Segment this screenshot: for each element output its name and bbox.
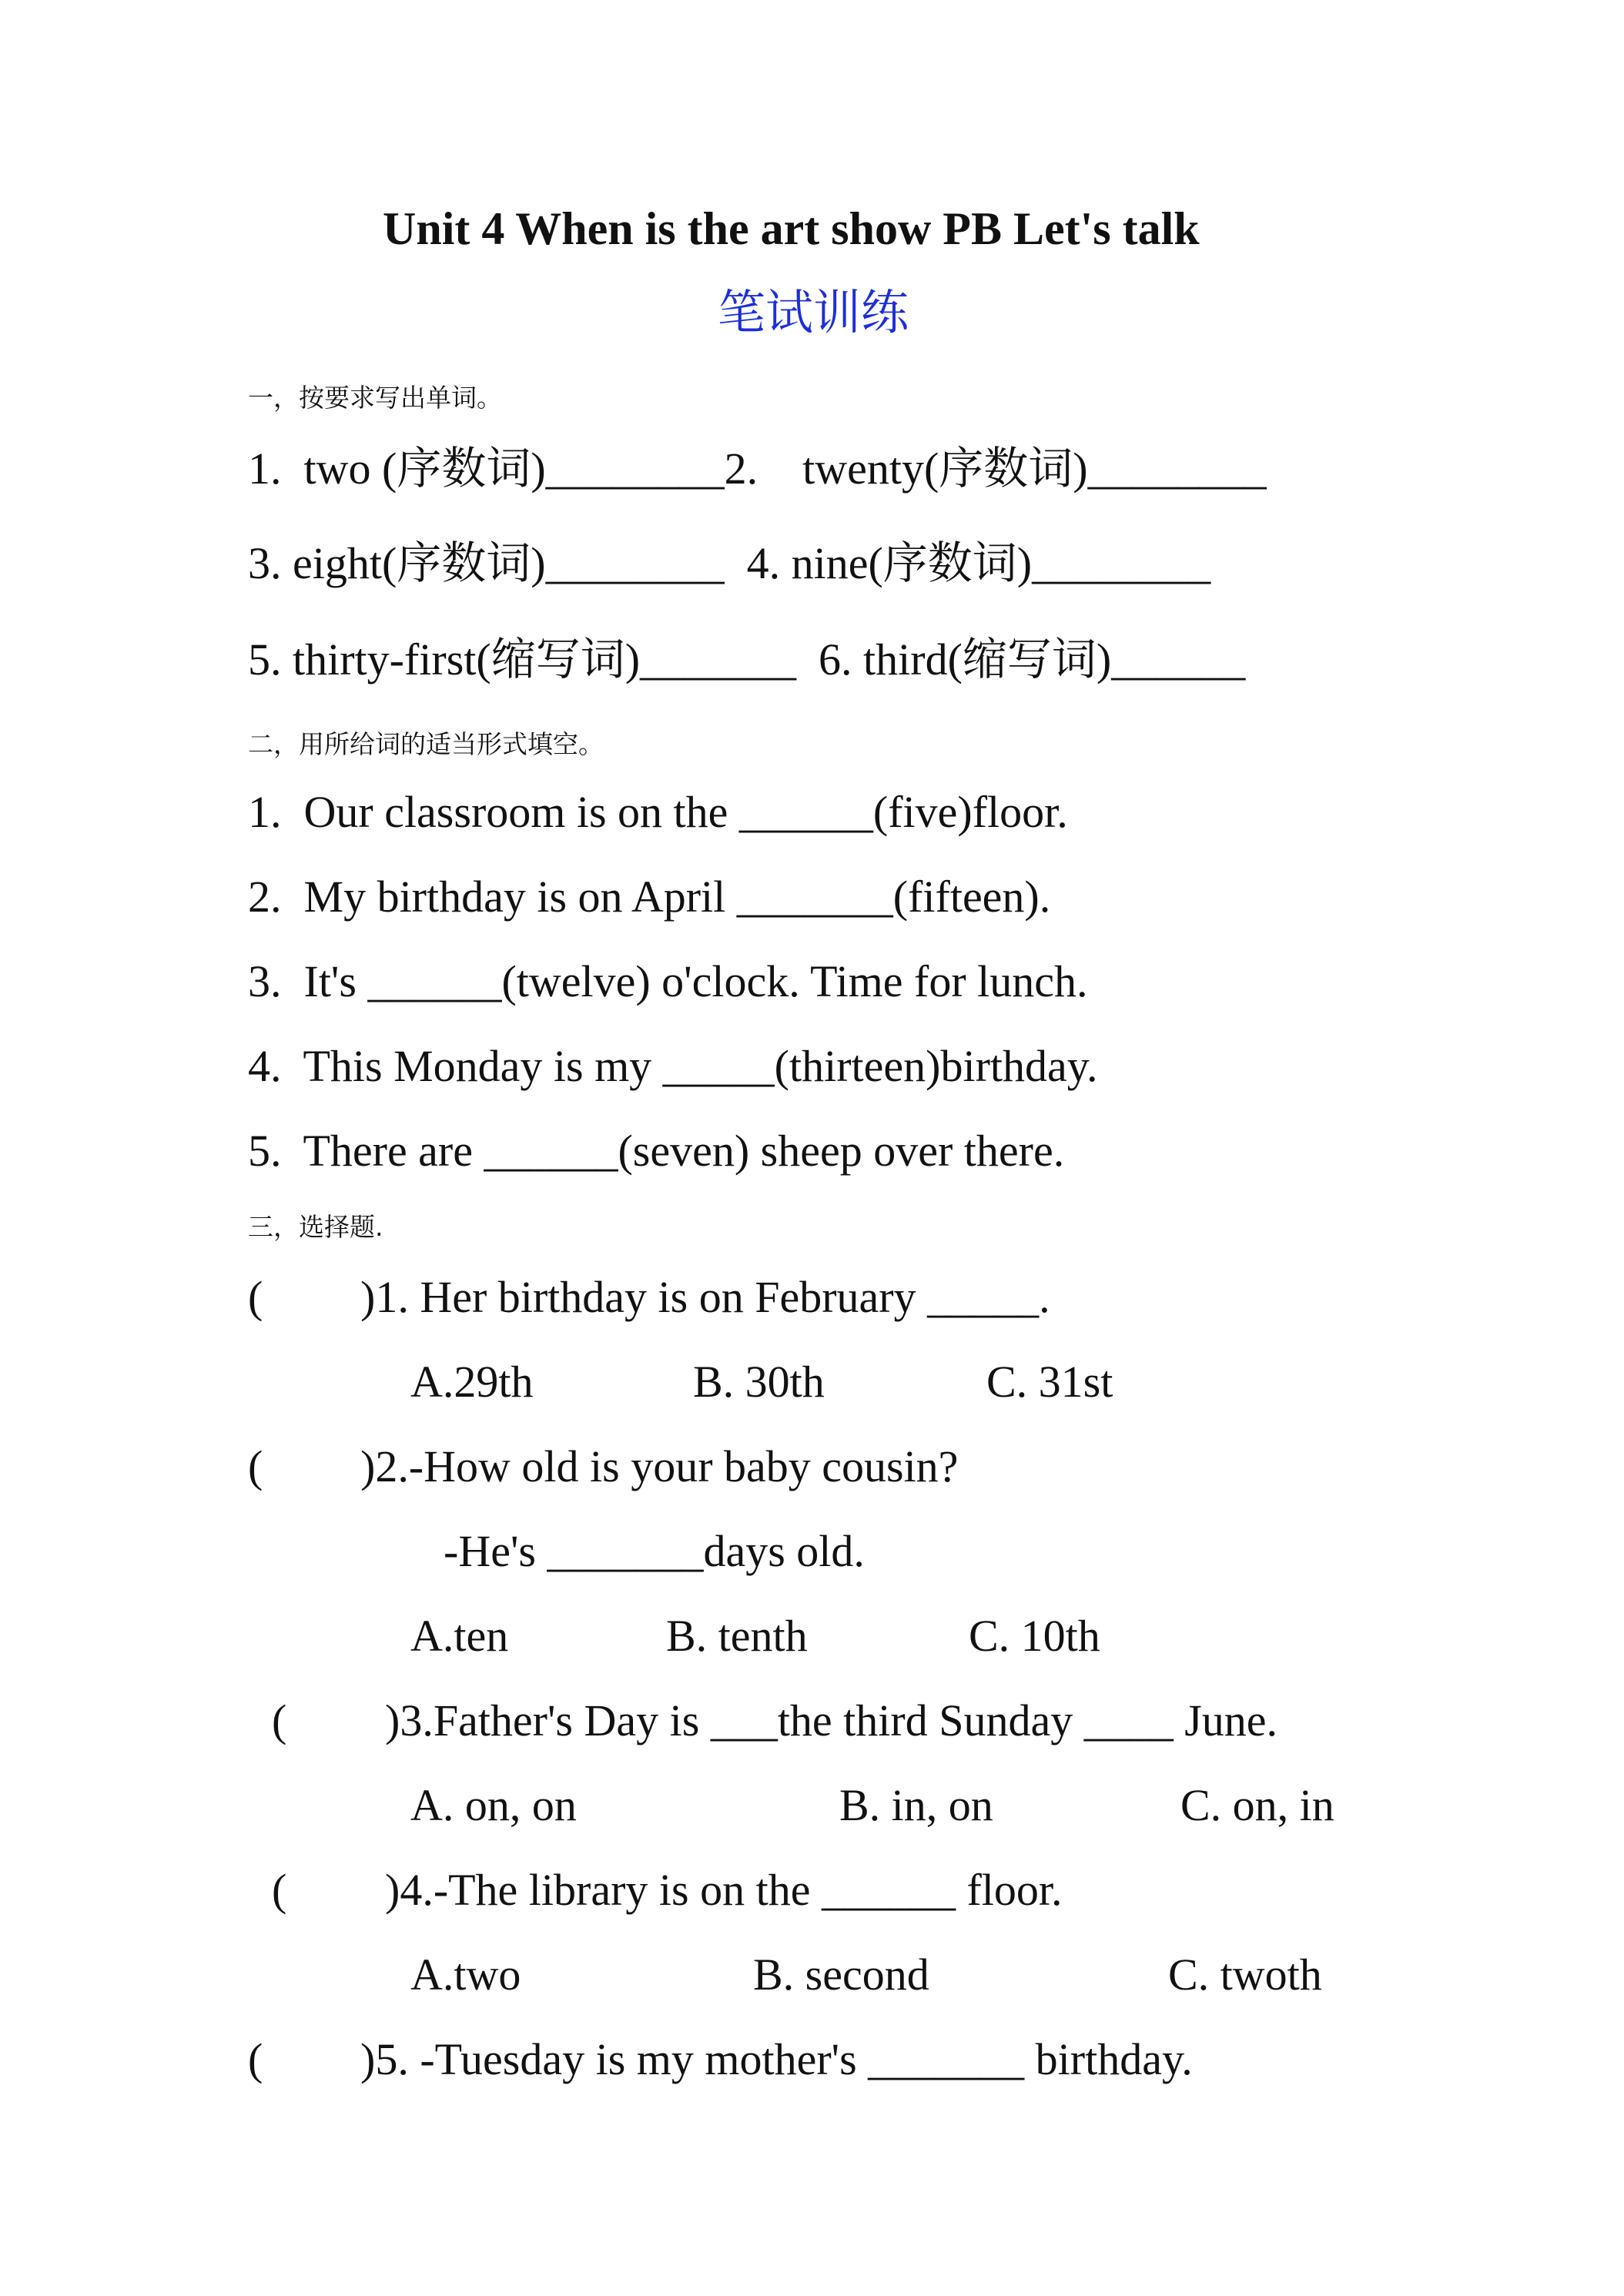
q4-option-a: A.two (410, 1950, 521, 2000)
q2-answer-paren: ( (248, 1441, 263, 1491)
page-title: Unit 4 When is the art show PB Let's talk (383, 203, 1200, 254)
section2-item-3: 3. It's ______(twelve) o'clock. Time for lunch. (248, 956, 1088, 1006)
q1-answer-paren: ( (248, 1272, 263, 1322)
q1-option-a: A.29th (410, 1357, 534, 1407)
q2-stem-line2: -He's _______days old. (444, 1526, 865, 1576)
q1-stem: )1. Her birthday is on February _____. (360, 1272, 1050, 1322)
q1-option-c: C. 31st (986, 1357, 1113, 1407)
q2-option-c: C. 10th (969, 1611, 1100, 1661)
page-subtitle: 笔试训练 (718, 284, 909, 340)
section1-line-3: 5. thirty-first(缩写词)_______ 6. third(缩写词)______ (248, 634, 1246, 684)
q5-stem: )5. -Tuesday is my mother's _______ birthday. (360, 2034, 1193, 2084)
section2-heading: 二，用所给词的适当形式填空。 (248, 729, 604, 759)
q1-option-b: B. 30th (693, 1357, 825, 1407)
q4-answer-paren: ( (272, 1865, 287, 1915)
q5-answer-paren: ( (248, 2034, 263, 2084)
section2-item-4: 4. This Monday is my _____(thirteen)birthday. (248, 1041, 1098, 1091)
section1-line-2: 3. eight(序数词)________ 4. nine(序数词)________ (248, 538, 1211, 588)
q3-stem: )3.Father's Day is ___the third Sunday ____ June. (385, 1695, 1278, 1745)
q3-option-a: A. on, on (410, 1780, 577, 1830)
q2-option-a: A.ten (410, 1611, 509, 1661)
section2-item-2: 2. My birthday is on April _______(fifteen). (248, 872, 1051, 922)
q4-stem: )4.-The library is on the ______ floor. (385, 1865, 1063, 1915)
section1-line-1: 1. two (序数词)________2. twenty(序数词)________ (248, 443, 1267, 494)
section2-item-1: 1. Our classroom is on the ______(five)floor. (248, 787, 1068, 837)
q2-option-b: B. tenth (666, 1611, 808, 1661)
q2-stem: )2.-How old is your baby cousin? (360, 1441, 959, 1491)
section2-item-5: 5. There are ______(seven) sheep over there. (248, 1126, 1065, 1176)
q3-answer-paren: ( (272, 1695, 287, 1745)
q4-option-c: C. twoth (1168, 1950, 1322, 2000)
q3-option-b: B. in, on (839, 1780, 993, 1830)
section1-heading: 一，按要求写出单词。 (248, 383, 502, 413)
q3-option-c: C. on, in (1180, 1780, 1334, 1830)
section3-heading: 三，选择题. (248, 1212, 383, 1242)
q4-option-b: B. second (753, 1950, 929, 2000)
